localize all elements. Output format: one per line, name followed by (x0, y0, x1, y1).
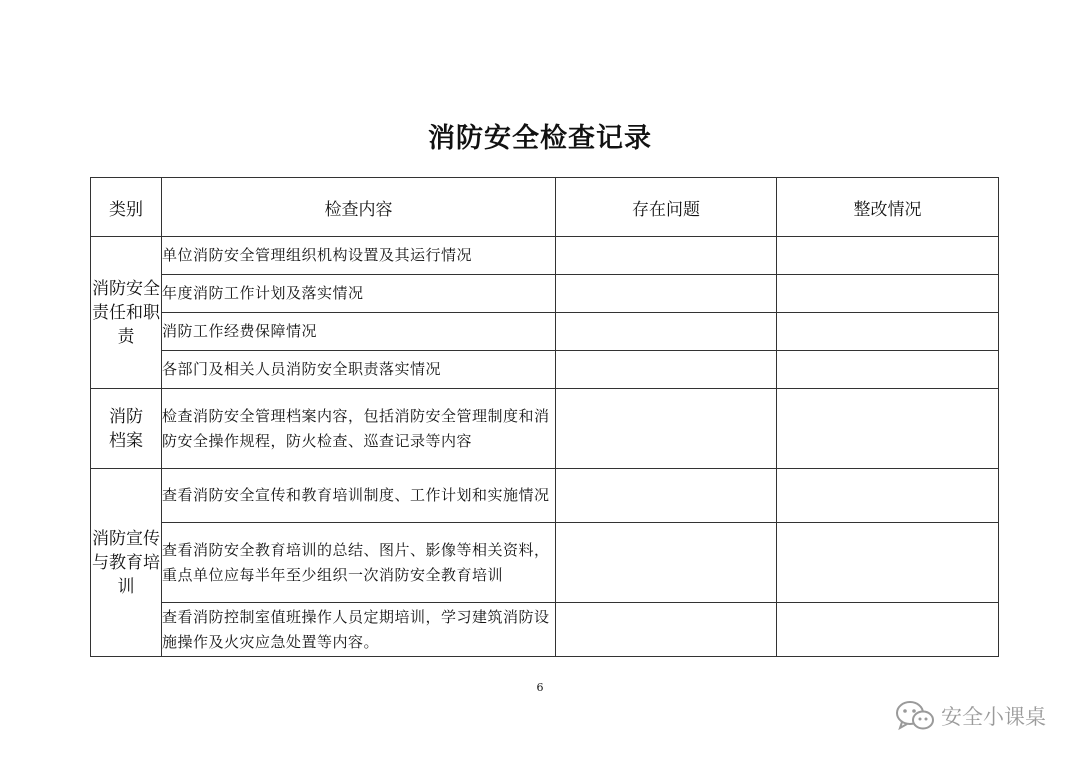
category-cell: 消防档案 (91, 389, 162, 469)
watermark-text: 安全小课桌 (941, 705, 1046, 729)
check-item: 查看消防安全教育培训的总结、图片、影像等相关资料，重点单位应每半年至少组织一次消防安全教育培训 (162, 523, 556, 603)
table-row (91, 523, 999, 603)
check-item: 查看消防控制室值班操作人员定期培训，学习建筑消防设施操作及火灾应急处置等内容。 (162, 603, 556, 657)
table-row (91, 389, 999, 469)
rectification-cell (777, 351, 999, 389)
inspection-record-table (90, 177, 999, 657)
rectification-cell (777, 523, 999, 603)
header-rectification-status: 整改情况 (777, 178, 999, 237)
table-row (91, 351, 999, 389)
check-item: 消防工作经费保障情况 (162, 313, 556, 351)
table-row (91, 603, 999, 657)
problem-cell (556, 389, 777, 469)
table-row (91, 237, 999, 275)
rectification-cell (777, 275, 999, 313)
rectification-cell (777, 313, 999, 351)
rectification-cell (777, 469, 999, 523)
page-number: 6 (536, 681, 544, 694)
rectification-cell (777, 389, 999, 469)
rectification-cell (777, 237, 999, 275)
problem-cell (556, 469, 777, 523)
check-item: 单位消防安全管理组织机构设置及其运行情况 (162, 237, 556, 275)
problem-cell (556, 237, 777, 275)
problem-cell (556, 275, 777, 313)
table-row (91, 275, 999, 313)
header-existing-problems: 存在问题 (556, 178, 777, 237)
check-item: 检查消防安全管理档案内容，包括消防安全管理制度和消防安全操作规程，防火检查、巡查记录等内容 (162, 389, 556, 469)
table-row (91, 469, 999, 523)
problem-cell (556, 351, 777, 389)
table-header-row (91, 178, 999, 237)
category-cell: 消防安全责任和职责 (91, 237, 162, 389)
watermark (895, 700, 1046, 732)
problem-cell (556, 603, 777, 657)
category-cell: 消防宣传与教育培训 (91, 469, 162, 657)
problem-cell (556, 313, 777, 351)
check-item: 各部门及相关人员消防安全职责落实情况 (162, 351, 556, 389)
rectification-cell (777, 603, 999, 657)
check-item: 查看消防安全宣传和教育培训制度、工作计划和实施情况 (162, 469, 556, 523)
problem-cell (556, 523, 777, 603)
check-item: 年度消防工作计划及落实情况 (162, 275, 556, 313)
table-row (91, 313, 999, 351)
header-category: 类别 (91, 178, 162, 237)
header-check-content: 检查内容 (162, 178, 556, 237)
page-title: 消防安全检查记录 (428, 123, 652, 154)
wechat-icon (895, 700, 935, 732)
